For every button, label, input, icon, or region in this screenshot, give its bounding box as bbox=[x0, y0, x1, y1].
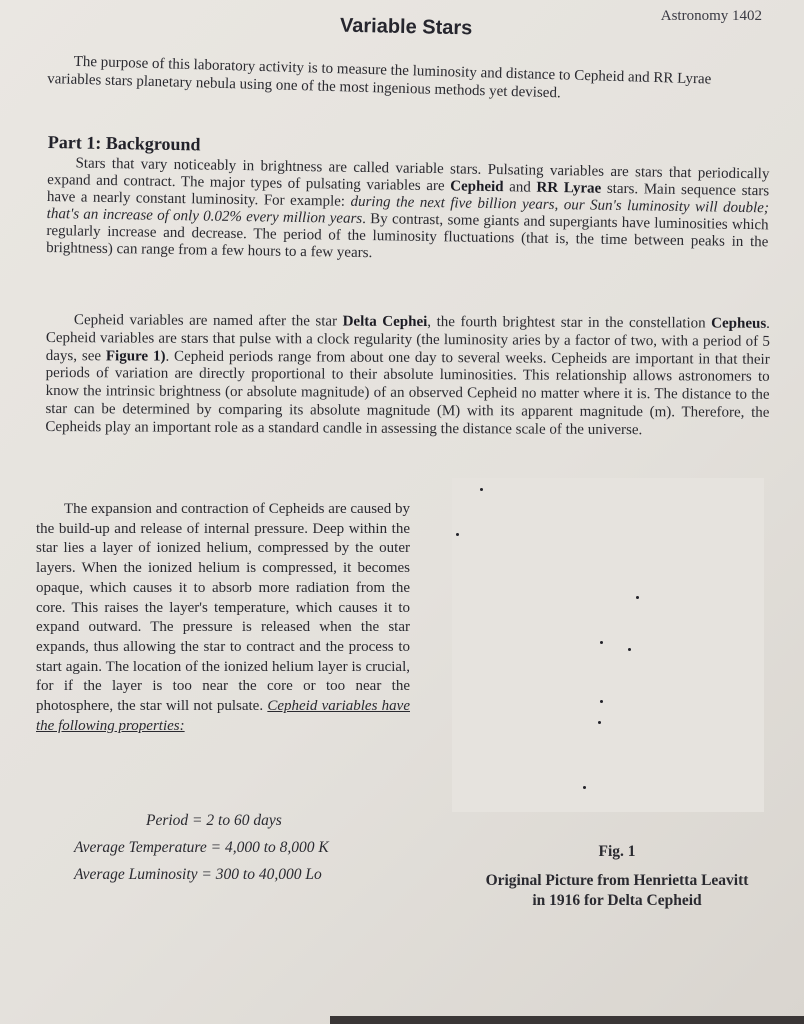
star-dot bbox=[456, 533, 459, 536]
purpose-paragraph: The purpose of this laboratory activity is to measure the luminosity and distance to Cepheid and RR Lyrae variables stars planetary nebula using one of the most ingenious methods yet devised. bbox=[47, 53, 712, 102]
caption-line-2: in 1916 for Delta Cepheid bbox=[532, 892, 702, 909]
star-dot bbox=[600, 700, 603, 703]
property-luminosity: Average Luminosity = 300 to 40,000 Lo bbox=[74, 866, 322, 883]
part1-section bbox=[46, 132, 770, 268]
star-dot bbox=[598, 721, 601, 724]
text-run: Cepheid variables are named after the star bbox=[73, 312, 343, 330]
text-run: The expansion and contraction of Cepheids are caused by the build-up and release of internal pressure. Deep within the star lies a layer of ionized helium, compressed by the outer layers. When the ionized helium is compressed, it becomes opaque, which causes it to absorb more radiation from the core. This raises the layer's temperature, which causes it to expand outward. The pressure is released when the star expands, thus allowing the star to contract and the process to start again. The location of the ionized helium layer is crucial, for if the layer is too near the core or too near the photosphere, the star will not pulsate. bbox=[36, 501, 410, 715]
property-temperature: Average Temperature = 4,000 to 8,000 K bbox=[74, 839, 329, 856]
figure-label: Fig. 1 bbox=[598, 843, 636, 860]
figure-caption bbox=[462, 842, 772, 911]
bold-cepheus: Cepheus bbox=[711, 315, 767, 332]
bold-cepheid: Cepheid bbox=[450, 178, 504, 196]
bold-delta-cephei: Delta Cephei bbox=[342, 313, 428, 330]
property-period: Period = 2 to 60 days bbox=[146, 812, 282, 829]
star-dot bbox=[480, 488, 483, 491]
expansion-paragraph bbox=[36, 500, 410, 736]
star-dot bbox=[628, 648, 631, 651]
italic-example: during the next five billion years, our Sun's luminosity will double; that's an increase of only 0.02% every million years bbox=[46, 193, 770, 227]
text-run: , the fourth brightest star in the constellation bbox=[427, 313, 712, 332]
cepheid-paragraph bbox=[45, 312, 770, 440]
bold-figure-ref: Figure 1) bbox=[105, 347, 166, 365]
text-run: . Cepheid variables are stars that pulse with a clock regularity (the luminosity aries by a factor of two, with a period of 5 days, see bbox=[45, 315, 770, 364]
star-dot bbox=[583, 786, 586, 789]
document-title: Variable Stars bbox=[339, 14, 473, 40]
figure-star-field bbox=[452, 478, 764, 812]
properties-list bbox=[74, 812, 434, 893]
text-run: and bbox=[503, 179, 537, 196]
star-dot bbox=[636, 596, 639, 599]
text-run: Stars that vary noticeably in brightness are called variable stars. Pulsating variables are stars that periodically expand and contract. The major types of pulsating variables are bbox=[47, 155, 770, 195]
bold-rr-lyrae: RR Lyrae bbox=[536, 179, 602, 197]
text-run: . Cepheid periods range from about one day to several weeks. Cepheids are important in that their periods of variation are directly proportional to their absolute luminosities. This relationship allows astronomers to know the intrinsic brightness (or absolute magnitude) of an observed Cepheid no matter where it is. The distance to the star can be determined by comparing its absolute magnitude (M) with its apparent magnitude (m). Therefore, the Cepheids play an important role as a standard candle in assessing the distance scale of the universe. bbox=[45, 348, 770, 438]
background-paragraph bbox=[46, 155, 770, 268]
star-dot bbox=[600, 641, 603, 644]
course-label: Astronomy 1402 bbox=[660, 8, 762, 24]
part1-heading: Part 1: Background bbox=[47, 132, 201, 155]
properties-intro: Cepheid variables have the following properties: bbox=[36, 698, 410, 734]
text-run: stars. Main sequence stars have a nearly constant luminosity. For example: bbox=[46, 180, 770, 210]
text-run: . By contrast, some giants and supergiants have luminosities which regularly increase and decrease. The period of the luminosity fluctuations (that is, the time between peaks in the brightness) can range from a few hours to a few years. bbox=[46, 210, 769, 262]
bottom-shadow bbox=[330, 1016, 804, 1024]
caption-line-1: Original Picture from Henrietta Leavitt bbox=[485, 872, 749, 889]
